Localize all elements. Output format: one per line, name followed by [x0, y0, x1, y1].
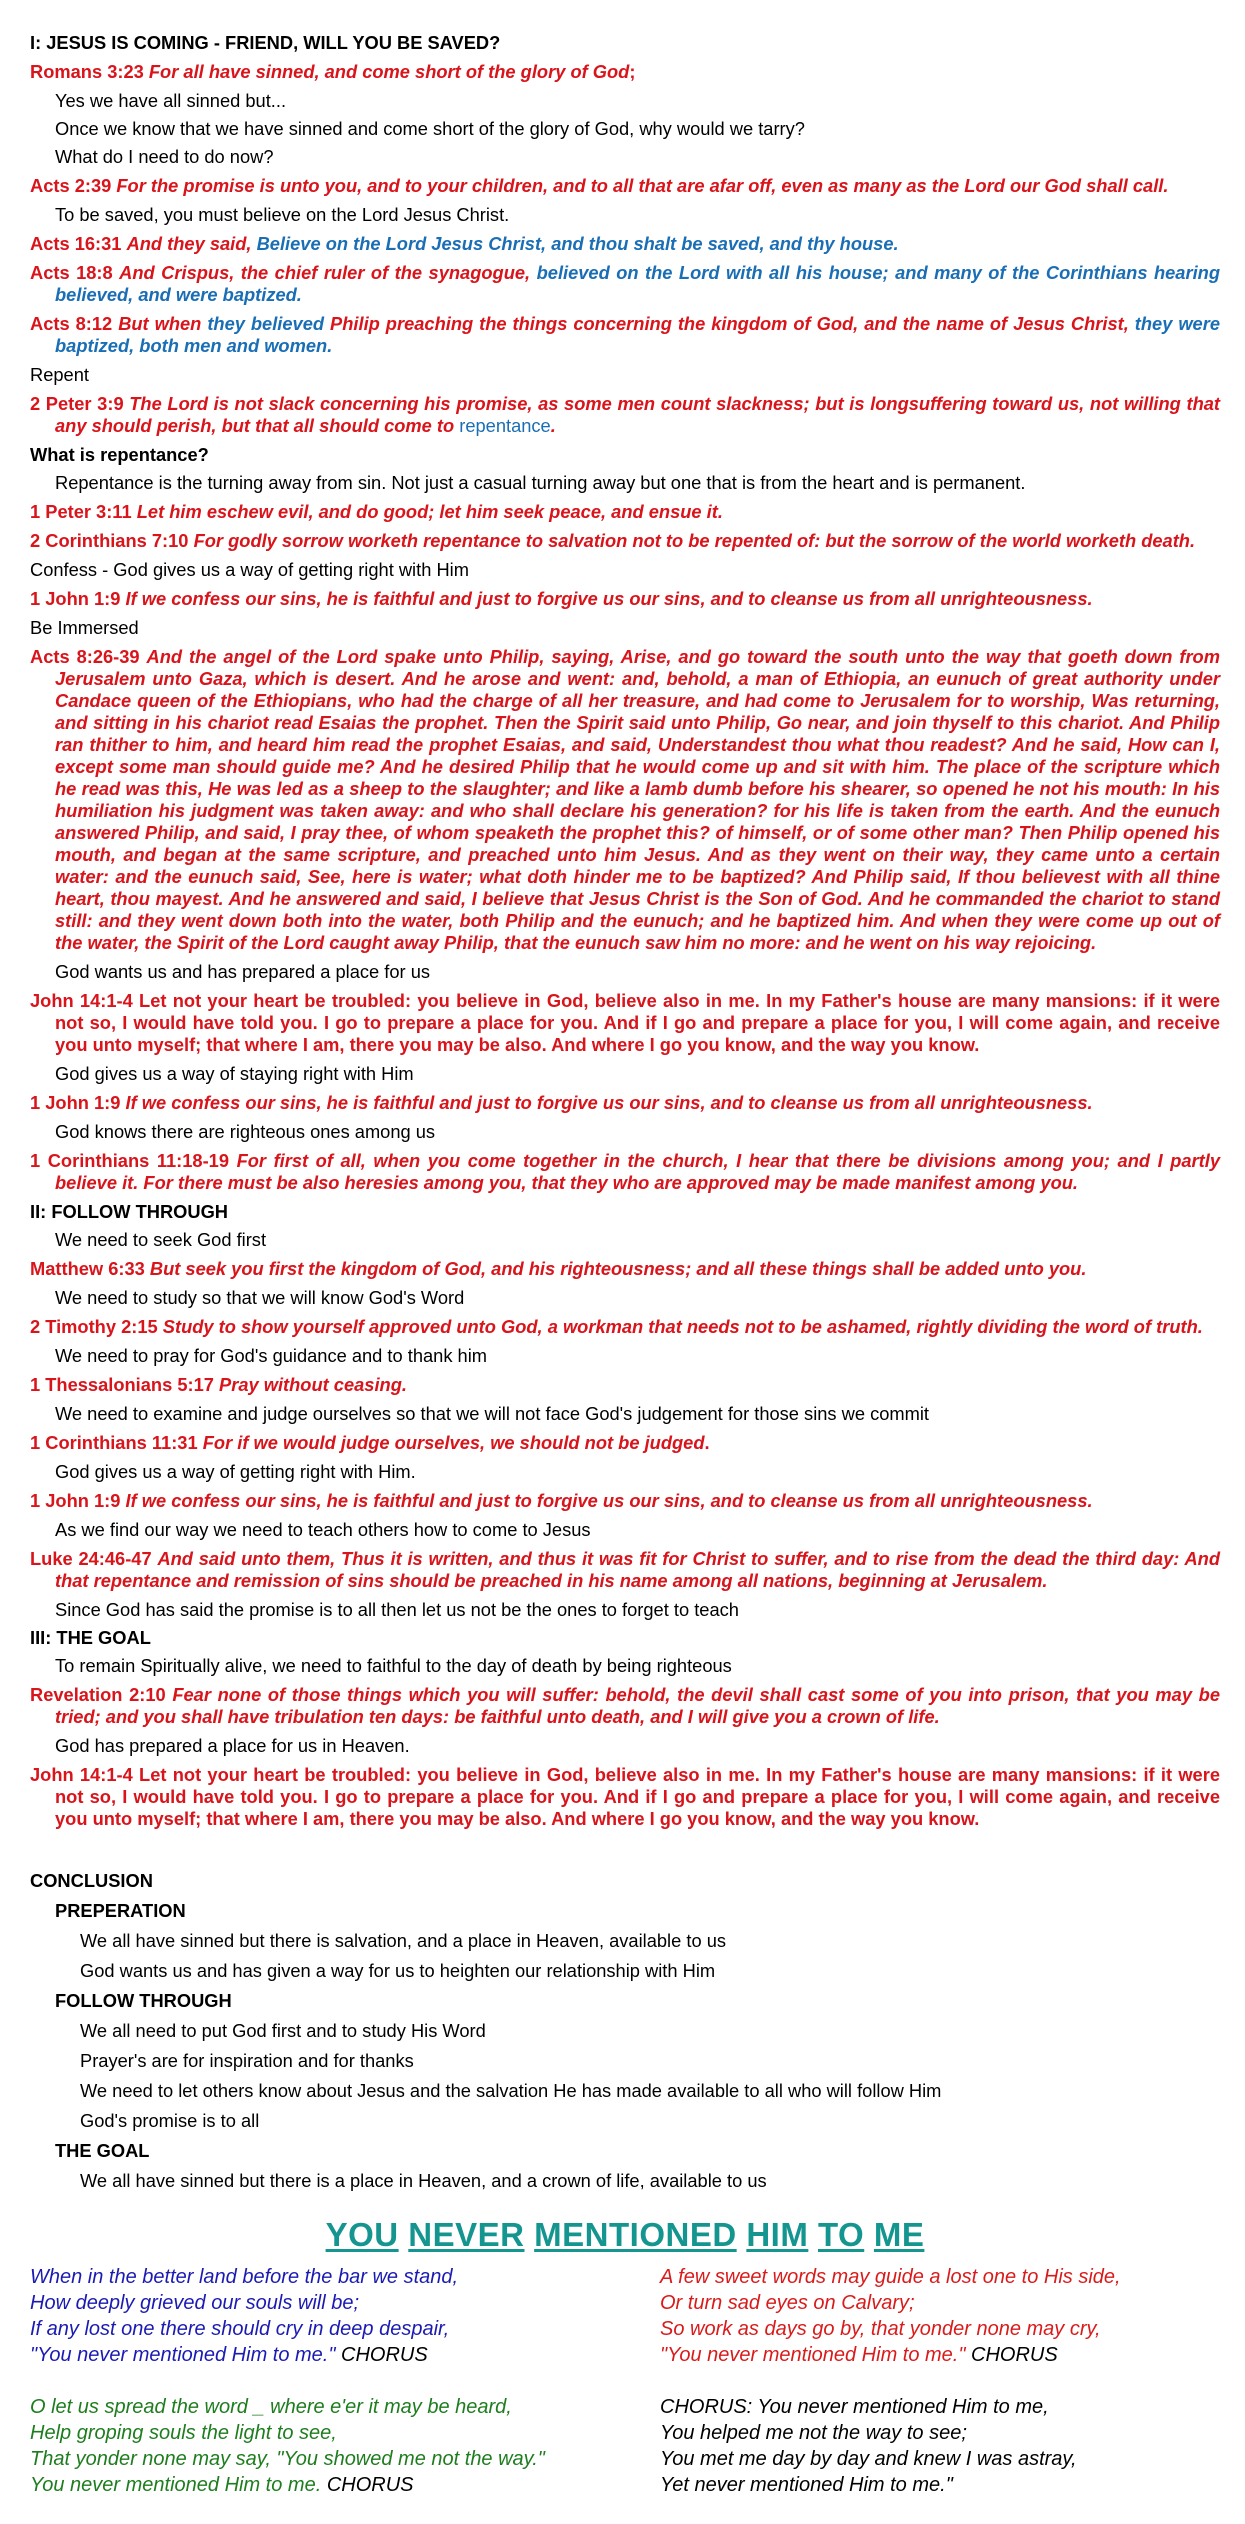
outline-point: Yes we have all sinned but... [55, 90, 287, 111]
scripture-verse [30, 1258, 1220, 1280]
verse-text: Let not your heart be troubled: you believe in God, believe also in me. In my Father's house are many mansions: if it were not so, I would have told you. I go to prepare a place for you. And if I go and prepare a place for you, I will come again, and receive you unto myself; that where I am, there you may be also. And where I go you know, and the way you know. [55, 990, 1220, 1055]
scripture-verse [30, 990, 1220, 1056]
song-line-text: CHORUS: You never mentioned Him to me, [660, 2396, 1049, 2418]
scripture-verse [30, 175, 1220, 197]
song-line-text: You helped me not the way to see; [660, 2422, 967, 2444]
outline-point: We need to seek God first [55, 1229, 267, 1250]
verse-reference: Acts 8:26-39 [30, 646, 140, 667]
verse-reference: Romans 3:23 [30, 61, 144, 82]
verse-reference: John 14:1-4 [30, 990, 133, 1011]
verse-reference: Luke 24:46-47 [30, 1548, 152, 1569]
verse-reference: 1 John 1:9 [30, 1092, 121, 1113]
chorus-marker: CHORUS [321, 2474, 414, 2496]
topic-label: Be Immersed [30, 617, 139, 638]
verse-text: ; [629, 61, 636, 82]
song-line [660, 2446, 1220, 2472]
song-line-text: "You never mentioned Him to me." [660, 2344, 966, 2366]
conclusion-point: God's promise is to all [80, 2110, 260, 2131]
song-line [660, 2342, 1220, 2368]
song-line [30, 2290, 590, 2316]
verse-text: they were baptized, both men and women. [55, 313, 1221, 356]
song-stanza [30, 2394, 590, 2498]
topic-label: Repent [30, 364, 89, 385]
conclusion-point: We all need to put God first and to study His Word [80, 2020, 486, 2041]
song-column-right [660, 2264, 1220, 2524]
scripture-verse [30, 1432, 1220, 1454]
song-line-text: That yonder none may say, "You showed me not the way." [30, 2448, 545, 2470]
verse-reference: Acts 2:39 [30, 175, 112, 196]
song-line-text: How deeply grieved our souls will be; [30, 2292, 360, 2314]
verse-text: But seek you first the kingdom of God, and his righteousness; and all these things shall be added unto you. [149, 1258, 1087, 1279]
song-line-text: A few sweet words may guide a lost one to His side, [660, 2266, 1121, 2288]
song-title-word: NEVER [408, 2216, 525, 2253]
verse-text: . [550, 415, 556, 436]
outline-point: God knows there are righteous ones among us [55, 1121, 436, 1142]
verse-text: The Lord is not slack concerning his promise, as some men count slackness; but is longsuffering toward us, not willing that any should perish, but that all should come to [55, 393, 1220, 436]
song-line [660, 2264, 1220, 2290]
outline-point: God gives us a way of getting right with Him. [55, 1461, 416, 1482]
verse-reference: 1 Corinthians 11:18-19 [30, 1150, 230, 1171]
outline-point: God gives us a way of staying right with Him [55, 1063, 414, 1084]
song-line [30, 2316, 590, 2342]
verse-text: But when [118, 313, 208, 334]
song-title-word: TO [818, 2216, 865, 2253]
verse-text: they believed [207, 313, 331, 334]
outline-point: What do I need to do now? [55, 146, 274, 167]
scripture-verse [30, 313, 1220, 357]
section-heading: I: JESUS IS COMING - FRIEND, WILL YOU BE SAVED? [30, 32, 501, 53]
conclusion-point: We all have sinned but there is a place in Heaven, and a crown of life, available to us [80, 2170, 767, 2191]
outline-point: We need to study so that we will know God's Word [55, 1287, 465, 1308]
song-line-text: Or turn sad eyes on Calvary; [660, 2292, 915, 2314]
verse-reference: 2 Peter 3:9 [30, 393, 124, 414]
song-line [660, 2420, 1220, 2446]
verse-reference: Revelation 2:10 [30, 1684, 166, 1705]
song-line-text: When in the better land before the bar we stand, [30, 2266, 459, 2288]
scripture-verse [30, 262, 1220, 306]
conclusion-subheading: PREPERATION [55, 1900, 186, 1921]
outline-point: To be saved, you must believe on the Lord Jesus Christ. [55, 204, 510, 225]
section-heading: II: FOLLOW THROUGH [30, 1201, 229, 1222]
verse-text: And said unto them, Thus it is written, and thus it was fit for Christ to suffer, and to rise from the dead the third day: And that repentance and remission of sins should be preached in his name among all nations, beginning at Jerusalem. [55, 1548, 1220, 1591]
verse-text: If we confess our sins, he is faithful and just to forgive us our sins, and to cleanse us from all unrighteousness. [125, 1490, 1093, 1511]
scripture-verse [30, 61, 1220, 83]
verse-reference: John 14:1-4 [30, 1764, 133, 1785]
scripture-verse [30, 1490, 1220, 1512]
verse-text: For godly sorrow worketh repentance to salvation not to be repented of: but the sorrow of the world worketh death. [193, 530, 1196, 551]
song-lyrics [30, 2264, 1220, 2524]
outline-point: We need to pray for God's guidance and to thank him [55, 1345, 488, 1366]
verse-text: If we confess our sins, he is faithful and just to forgive us our sins, and to cleanse us from all unrighteousness. [125, 588, 1093, 609]
verse-text: And they said, [126, 233, 257, 254]
song-line [660, 2394, 1220, 2420]
outline-point: God has prepared a place for us in Heaven. [55, 1735, 410, 1756]
verse-reference: Acts 18:8 [30, 262, 113, 283]
song-line-text: Help groping souls the light to see, [30, 2422, 337, 2444]
scripture-verse [30, 1548, 1220, 1592]
scripture-verse [30, 1092, 1220, 1114]
verse-text: Fear none of those things which you will suffer: behold, the devil shall cast some of you into prison, that you may be tried; and you shall have tribulation ten days: be faithful unto death, and I will give you a crown of life. [55, 1684, 1220, 1727]
scripture-verse [30, 233, 1220, 255]
song-title-word: ME [873, 2216, 925, 2253]
song-title-word: YOU [325, 2216, 399, 2253]
scripture-verse [30, 1764, 1220, 1830]
verse-reference: 2 Corinthians 7:10 [30, 530, 189, 551]
scripture-verse [30, 1684, 1220, 1728]
verse-text: repentance [459, 415, 551, 436]
song-stanza [660, 2264, 1220, 2368]
scripture-verse [30, 588, 1220, 610]
conclusion-point: We all have sinned but there is salvation, and a place in Heaven, available to us [80, 1930, 727, 1951]
conclusion-subheading: THE GOAL [55, 2140, 150, 2161]
verse-reference: 1 John 1:9 [30, 1490, 121, 1511]
verse-text: For the promise is unto you, and to your children, and to all that are afar off, even as many as the Lord our God shall call. [116, 175, 1169, 196]
song-line [660, 2290, 1220, 2316]
song-line-text: You never mentioned Him to me. [30, 2474, 322, 2496]
scripture-verse [30, 646, 1220, 954]
scripture-verse [30, 1374, 1220, 1396]
conclusion-point: Prayer's are for inspiration and for thanks [80, 2050, 414, 2071]
song-line [30, 2342, 590, 2368]
song-line [660, 2316, 1220, 2342]
song-line-text: "You never mentioned Him to me." [30, 2344, 336, 2366]
verse-text: Philip preaching the things concerning the kingdom of God, and the name of Jesus Christ, [330, 313, 1135, 334]
song-line [30, 2472, 590, 2498]
scripture-verse [30, 1316, 1220, 1338]
song-line [30, 2420, 590, 2446]
conclusion-section [30, 1870, 1220, 2192]
song-line [30, 2264, 590, 2290]
verse-reference: 1 John 1:9 [30, 588, 121, 609]
verse-text: Pray without ceasing. [219, 1374, 407, 1395]
verse-reference: 2 Timothy 2:15 [30, 1316, 158, 1337]
scripture-verse [30, 393, 1220, 437]
outline-point: God wants us and has prepared a place for us [55, 961, 430, 982]
outline-point: Since God has said the promise is to all then let us not be the ones to forget to teach [55, 1599, 739, 1620]
song-column-left [30, 2264, 590, 2524]
song-line [30, 2394, 590, 2420]
verse-reference: 1 Peter 3:11 [30, 501, 132, 522]
song-line [30, 2446, 590, 2472]
verse-text: Let him eschew evil, and do good; let him seek peace, and ensue it. [136, 501, 723, 522]
topic-label: Confess - God gives us a way of getting right with Him [30, 559, 469, 580]
verse-text: Study to show yourself approved unto God, a workman that needs not to be ashamed, rightly dividing the word of truth. [162, 1316, 1203, 1337]
verse-reference: 1 Thessalonians 5:17 [30, 1374, 214, 1395]
song-stanza [660, 2394, 1220, 2498]
verse-text: Believe on the Lord Jesus Christ, and thou shalt be saved, and thy house. [256, 233, 899, 254]
verse-text: believed on the Lord with all his house; and many of the Corinthians hearing believed, and were baptized. [55, 262, 1220, 305]
verse-reference: Acts 16:31 [30, 233, 122, 254]
outline-point: Once we know that we have sinned and come short of the glory of God, why would we tarry? [55, 118, 805, 139]
verse-text: . [704, 1432, 710, 1453]
conclusion-subheading: FOLLOW THROUGH [55, 1990, 232, 2011]
song-line [660, 2472, 1220, 2498]
outline-items [30, 61, 1220, 1830]
verse-text: And the angel of the Lord spake unto Philip, saying, Arise, and go toward the south unto the way that goeth down from Jerusalem unto Gaza, which is desert. And he arose and went: and, behold, a man of Ethiopia, an eunuch of great authority under Candace queen of the Ethiopians, who had the charge of all her treasure, and had come to Jerusalem for to worship, Was returning, and sitting in his chariot read Esaias the prophet. Then the Spirit said unto Philip, Go near, and join thyself to this chariot. And Philip ran thither to him, and heard him read the prophet Esaias, and said, Understandest thou what thou readest? And he said, How can I, except some man should guide me? And he desired Philip that he would come up and sit with him. The place of the scripture which he read was this, He was led as a sheep to the slaughter; and like a lamb dumb before his shearer, so opened he not his mouth: In his humiliation his judgment was taken away: and who shall declare his generation? for his life is taken from the earth. And the eunuch answered Philip, and said, I pray thee, of whom speaketh the prophet this? of himself, or of some other man? Then Philip opened his mouth, and began at the same scripture, and preached unto him Jesus. And as they went on their way, they came unto a certain water: and the eunuch said, See, here is water; what doth hinder me to be baptized? And Philip said, If thou believest with all thine heart, thou mayest. And he answered and said, I believe that Jesus Christ is the Son of God. And he commanded the chariot to stand still: and they went down both into the water, both Philip and the eunuch; and he baptized him. And when they were come up out of the water, the Spirit of the Lord caught away Philip, that the eunuch saw him no more: and he went on his way rejoicing. [55, 646, 1220, 953]
scripture-verse [30, 501, 1220, 523]
conclusion-point: God wants us and has given a way for us to heighten our relationship with Him [80, 1960, 716, 1981]
song-title-word: MENTIONED [534, 2216, 737, 2253]
song-line-text: So work as days go by, that yonder none may cry, [660, 2318, 1101, 2340]
verse-text: Let not your heart be troubled: you believe in God, believe also in me. In my Father's house are many mansions: if it were not so, I would have told you. I go to prepare a place for you. And if I go and prepare a place for you, I will come again, and receive you unto myself; that where I am, there you may be also. And where I go you know, and the way you know. [55, 1764, 1220, 1829]
song-line-text: O let us spread the word _ where e'er it may be heard, [30, 2396, 512, 2418]
song-line-text: Yet never mentioned Him to me." [660, 2474, 953, 2496]
verse-text: For first of all, when you come together in the church, I hear that there be divisions among you; and I partly believe it. For there must be also heresies among you, that they who are approved may be made manifest among you. [55, 1150, 1220, 1193]
song-stanza [30, 2264, 590, 2368]
verse-reference: 1 Corinthians 11:31 [30, 1432, 198, 1453]
chorus-marker: CHORUS [335, 2344, 428, 2366]
outline-point: Repentance is the turning away from sin. Not just a casual turning away but one that is from the heart and is permanent. [55, 472, 1026, 493]
song-line-text: You met me day by day and knew I was astray, [660, 2448, 1077, 2470]
chorus-marker: CHORUS [965, 2344, 1058, 2366]
sermon-outline [30, 26, 1220, 2524]
conclusion-point: We need to let others know about Jesus and the salvation He has made available to all who will follow Him [80, 2080, 942, 2101]
scripture-verse [30, 530, 1220, 552]
outline-point: To remain Spiritually alive, we need to faithful to the day of death by being righteous [55, 1655, 732, 1676]
verse-text: For if we would judge ourselves, we should not be judged [202, 1432, 705, 1453]
conclusion-heading: CONCLUSION [30, 1870, 153, 1891]
section-heading: What is repentance? [30, 444, 209, 465]
verse-reference: Matthew 6:33 [30, 1258, 145, 1279]
outline-point: As we find our way we need to teach others how to come to Jesus [55, 1519, 591, 1540]
outline-point: We need to examine and judge ourselves so that we will not face God's judgement for those sins we commit [55, 1403, 930, 1424]
verse-reference: Acts 8:12 [30, 313, 113, 334]
section-heading: III: THE GOAL [30, 1627, 151, 1648]
verse-text: If we confess our sins, he is faithful and just to forgive us our sins, and to cleanse us from all unrighteousness. [125, 1092, 1093, 1113]
verse-text: For all have sinned, and come short of the glory of God [148, 61, 630, 82]
scripture-verse [30, 1150, 1220, 1194]
verse-text: And Crispus, the chief ruler of the synagogue, [119, 262, 537, 283]
song-title [30, 2216, 1220, 2254]
song-title-word: HIM [746, 2216, 809, 2253]
song-line-text: If any lost one there should cry in deep despair, [30, 2318, 450, 2340]
